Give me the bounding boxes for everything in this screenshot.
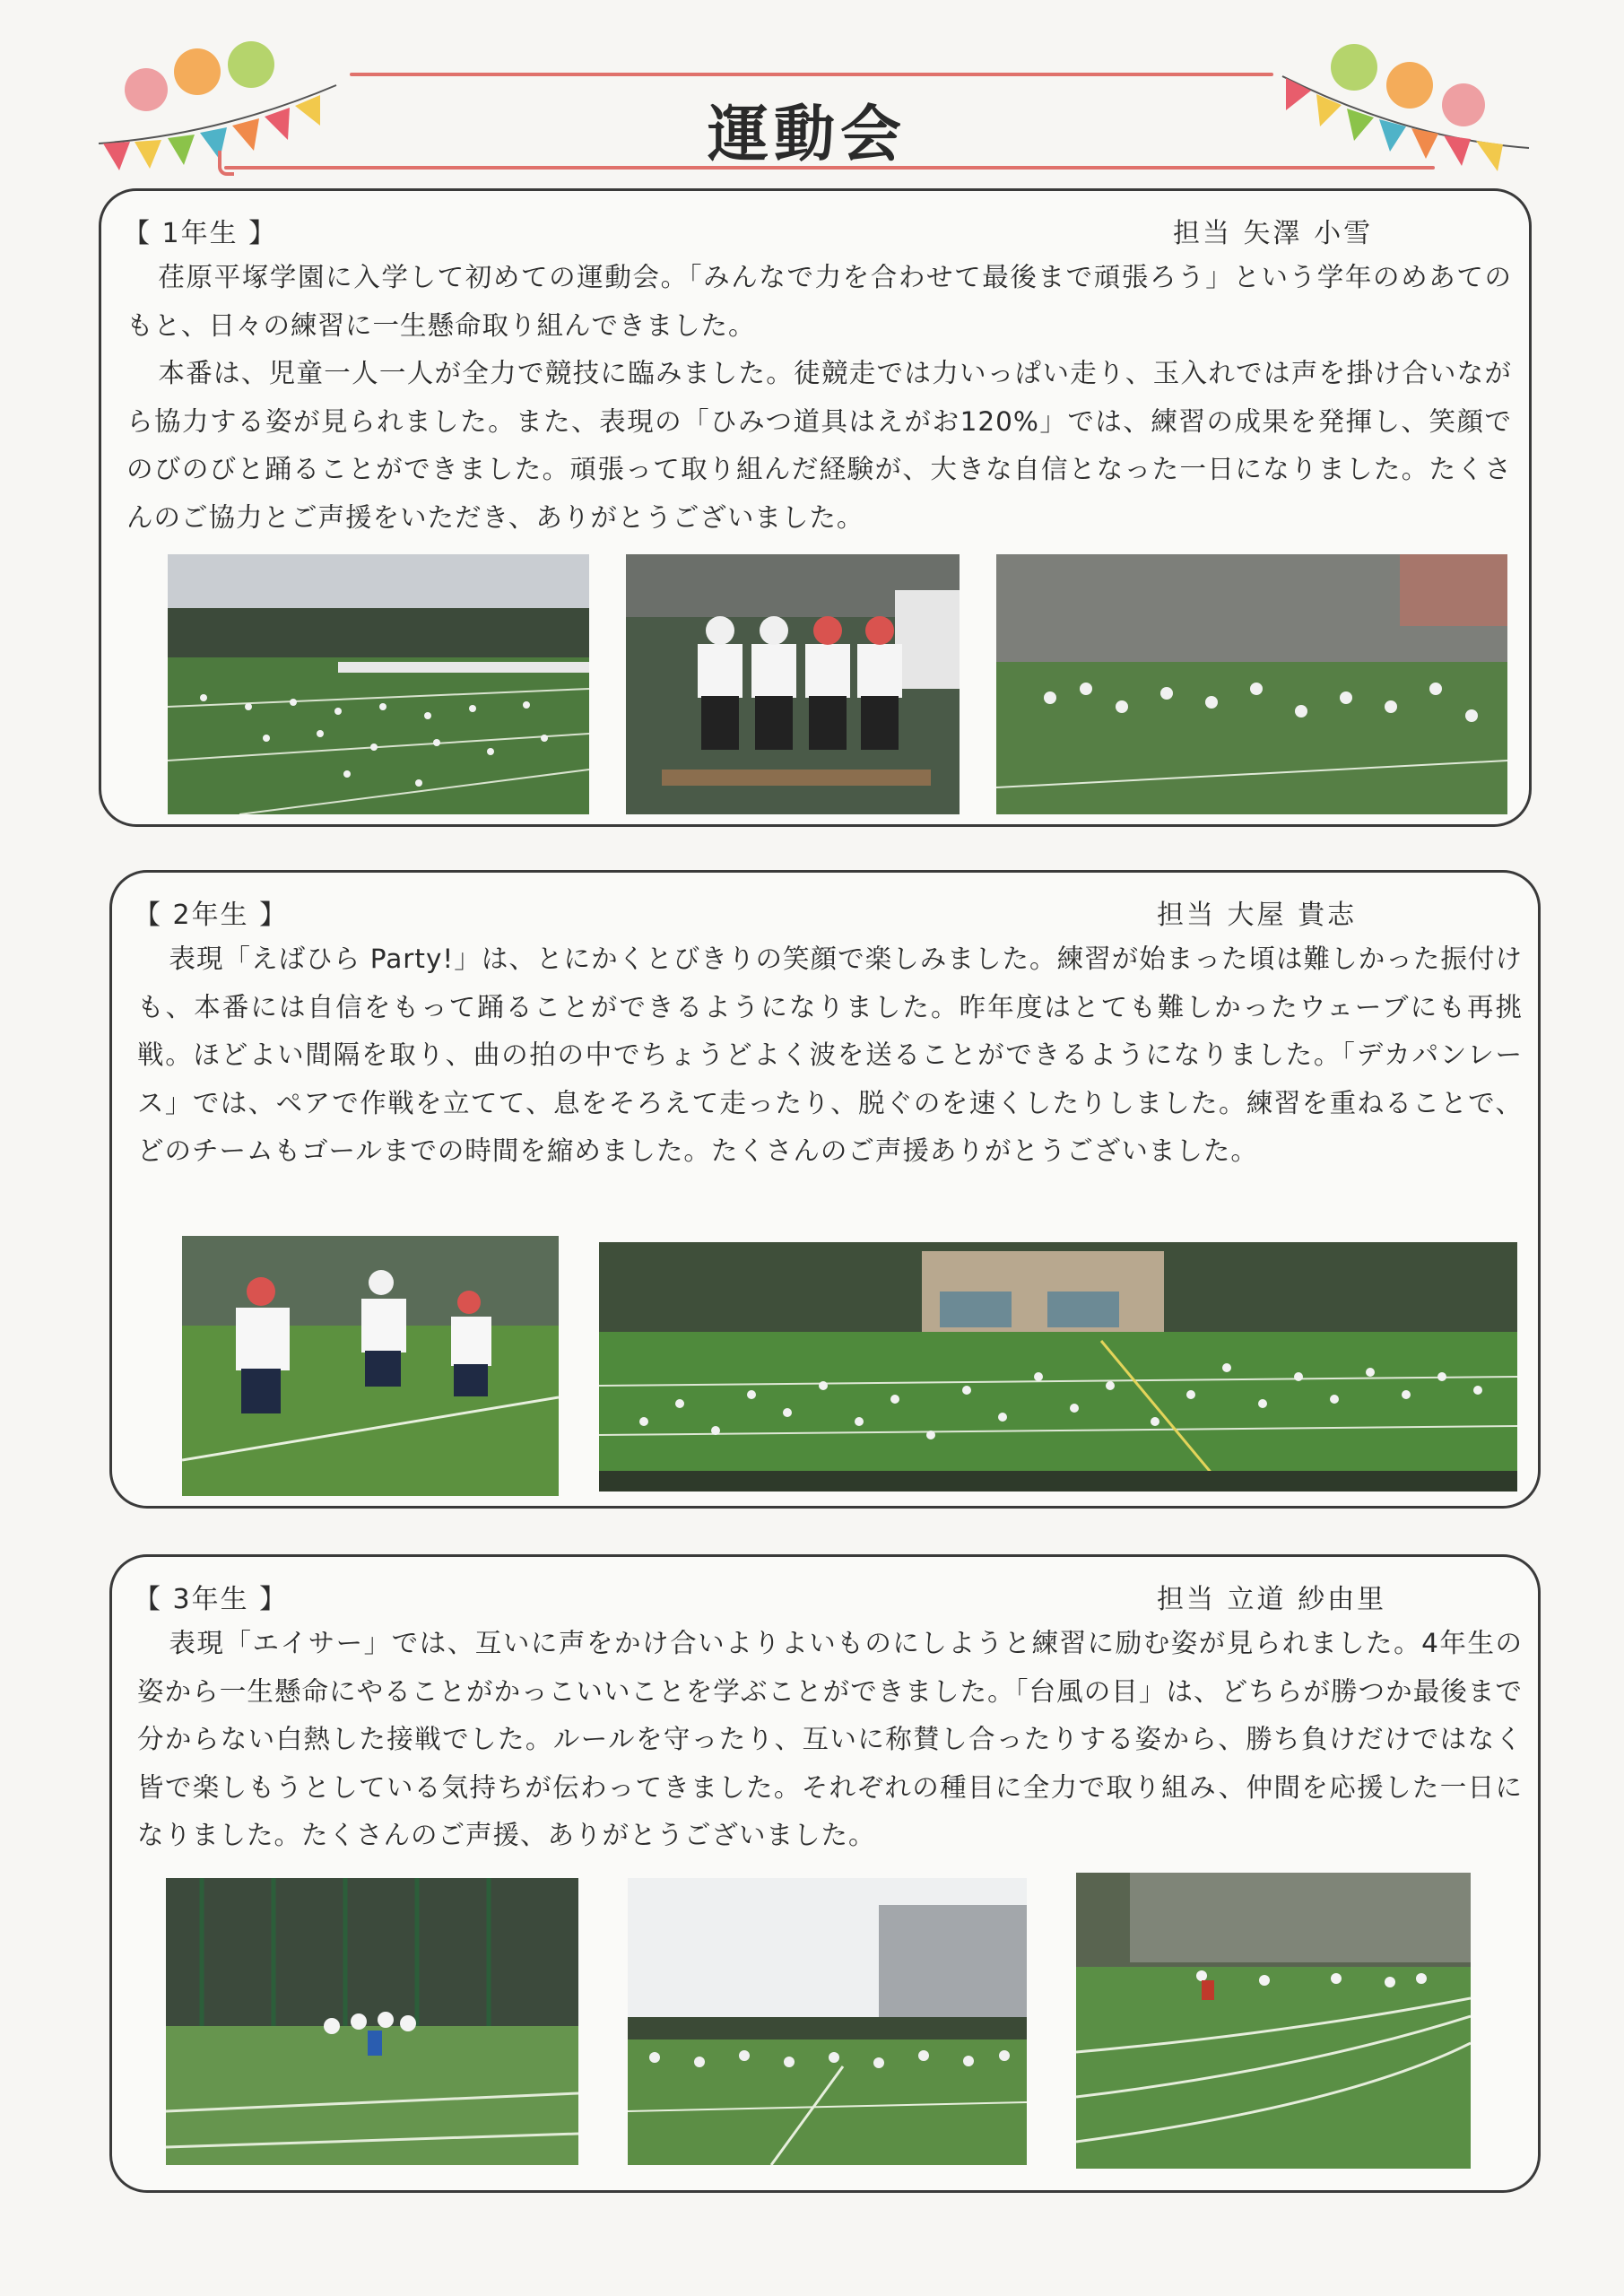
teacher-name: 担当 大屋 貴志 (1157, 900, 1358, 931)
photo-track-run (1076, 1873, 1471, 2169)
title-bracket (218, 151, 234, 176)
page-title: 運動会 (707, 100, 907, 170)
paragraph: 表現「えばひら Party!」は、とにかくとびきりの笑顔で楽しみました。練習が始まった頃は難しかった振付けも、本番には自信をもって踊ることができるようになりました。昨年度はとても難しかったウェーブにも再挑戦。ほどよい間隔を取り、曲の拍の中でちょうどよく波を送ることができるようになりました。「デカパンレース」では、ペアで作戦を立てて、息をそろえて走ったり、脱ぐのを速くしたりしました。練習を重ねることで、どのチームもゴールまでの時間を縮めました。たくさんのご声援ありがとうございました。 (137, 944, 1523, 1166)
section-heading: 【 1年生 】 (123, 218, 278, 249)
photo-field-dance (168, 554, 589, 814)
photo-tamaire-game (996, 554, 1507, 814)
header-top-line (350, 73, 1273, 76)
photo-eisa-dance (628, 1878, 1027, 2165)
section-body (126, 254, 1512, 542)
grade-3-section (109, 1554, 1541, 2193)
photo-typhoon-eye-race (166, 1878, 578, 2165)
photo-relay-race (182, 1236, 559, 1496)
paragraph: 本番は、児童一人一人が全力で競技に臨みました。徒競走では力いっぱい走り、玉入れでは声を掛け合いながら協力する姿が見られました。また、表現の「ひみつ道具はえがお120%」では、練習の成果を発揮し、笑顔でのびのびと踊ることができました。頑張って取り組んだ経験が、大きな自信となった一日になりました。たくさんのご協力とご声援をいただき、ありがとうございました。 (126, 358, 1512, 533)
bunting-right-decoration (1273, 40, 1533, 175)
paragraph: 表現「エイサー」では、互いに声をかけ合いよりよいものにしようと練習に励む姿が見られました。4年生の姿から一生懸命にやることがかっこいいことを学ぶことができました。「台風の目」は、どちらが勝つか最後まで分からない白熱した接戦でした。ルールを守ったり、互いに称賛し合ったりする姿から、勝ち負けだけではなく皆で楽しもうとしている気持ちが伝わってきました。それぞれの種目に全力で取り組み、仲間を応援した一日になりました。たくさんのご声援、ありがとうございました。 (137, 1628, 1523, 1850)
paragraph: 荏原平塚学園に入学して初めての運動会。「みんなで力を合わせて最後まで頑張ろう」という学年のめあてのもと、日々の練習に一生懸命取り組んできました。 (126, 262, 1512, 341)
section-heading: 【 2年生 】 (134, 900, 289, 931)
section-body (137, 935, 1523, 1176)
grade-2-section (109, 870, 1541, 1509)
section-heading: 【 3年生 】 (134, 1584, 289, 1615)
photo-students-on-stage (626, 554, 960, 814)
teacher-name: 担当 矢澤 小雪 (1173, 218, 1374, 249)
photo-group-dance-field (599, 1242, 1517, 1492)
teacher-name: 担当 立道 紗由里 (1157, 1584, 1387, 1615)
section-body (137, 1620, 1523, 1860)
grade-1-section (99, 188, 1532, 827)
